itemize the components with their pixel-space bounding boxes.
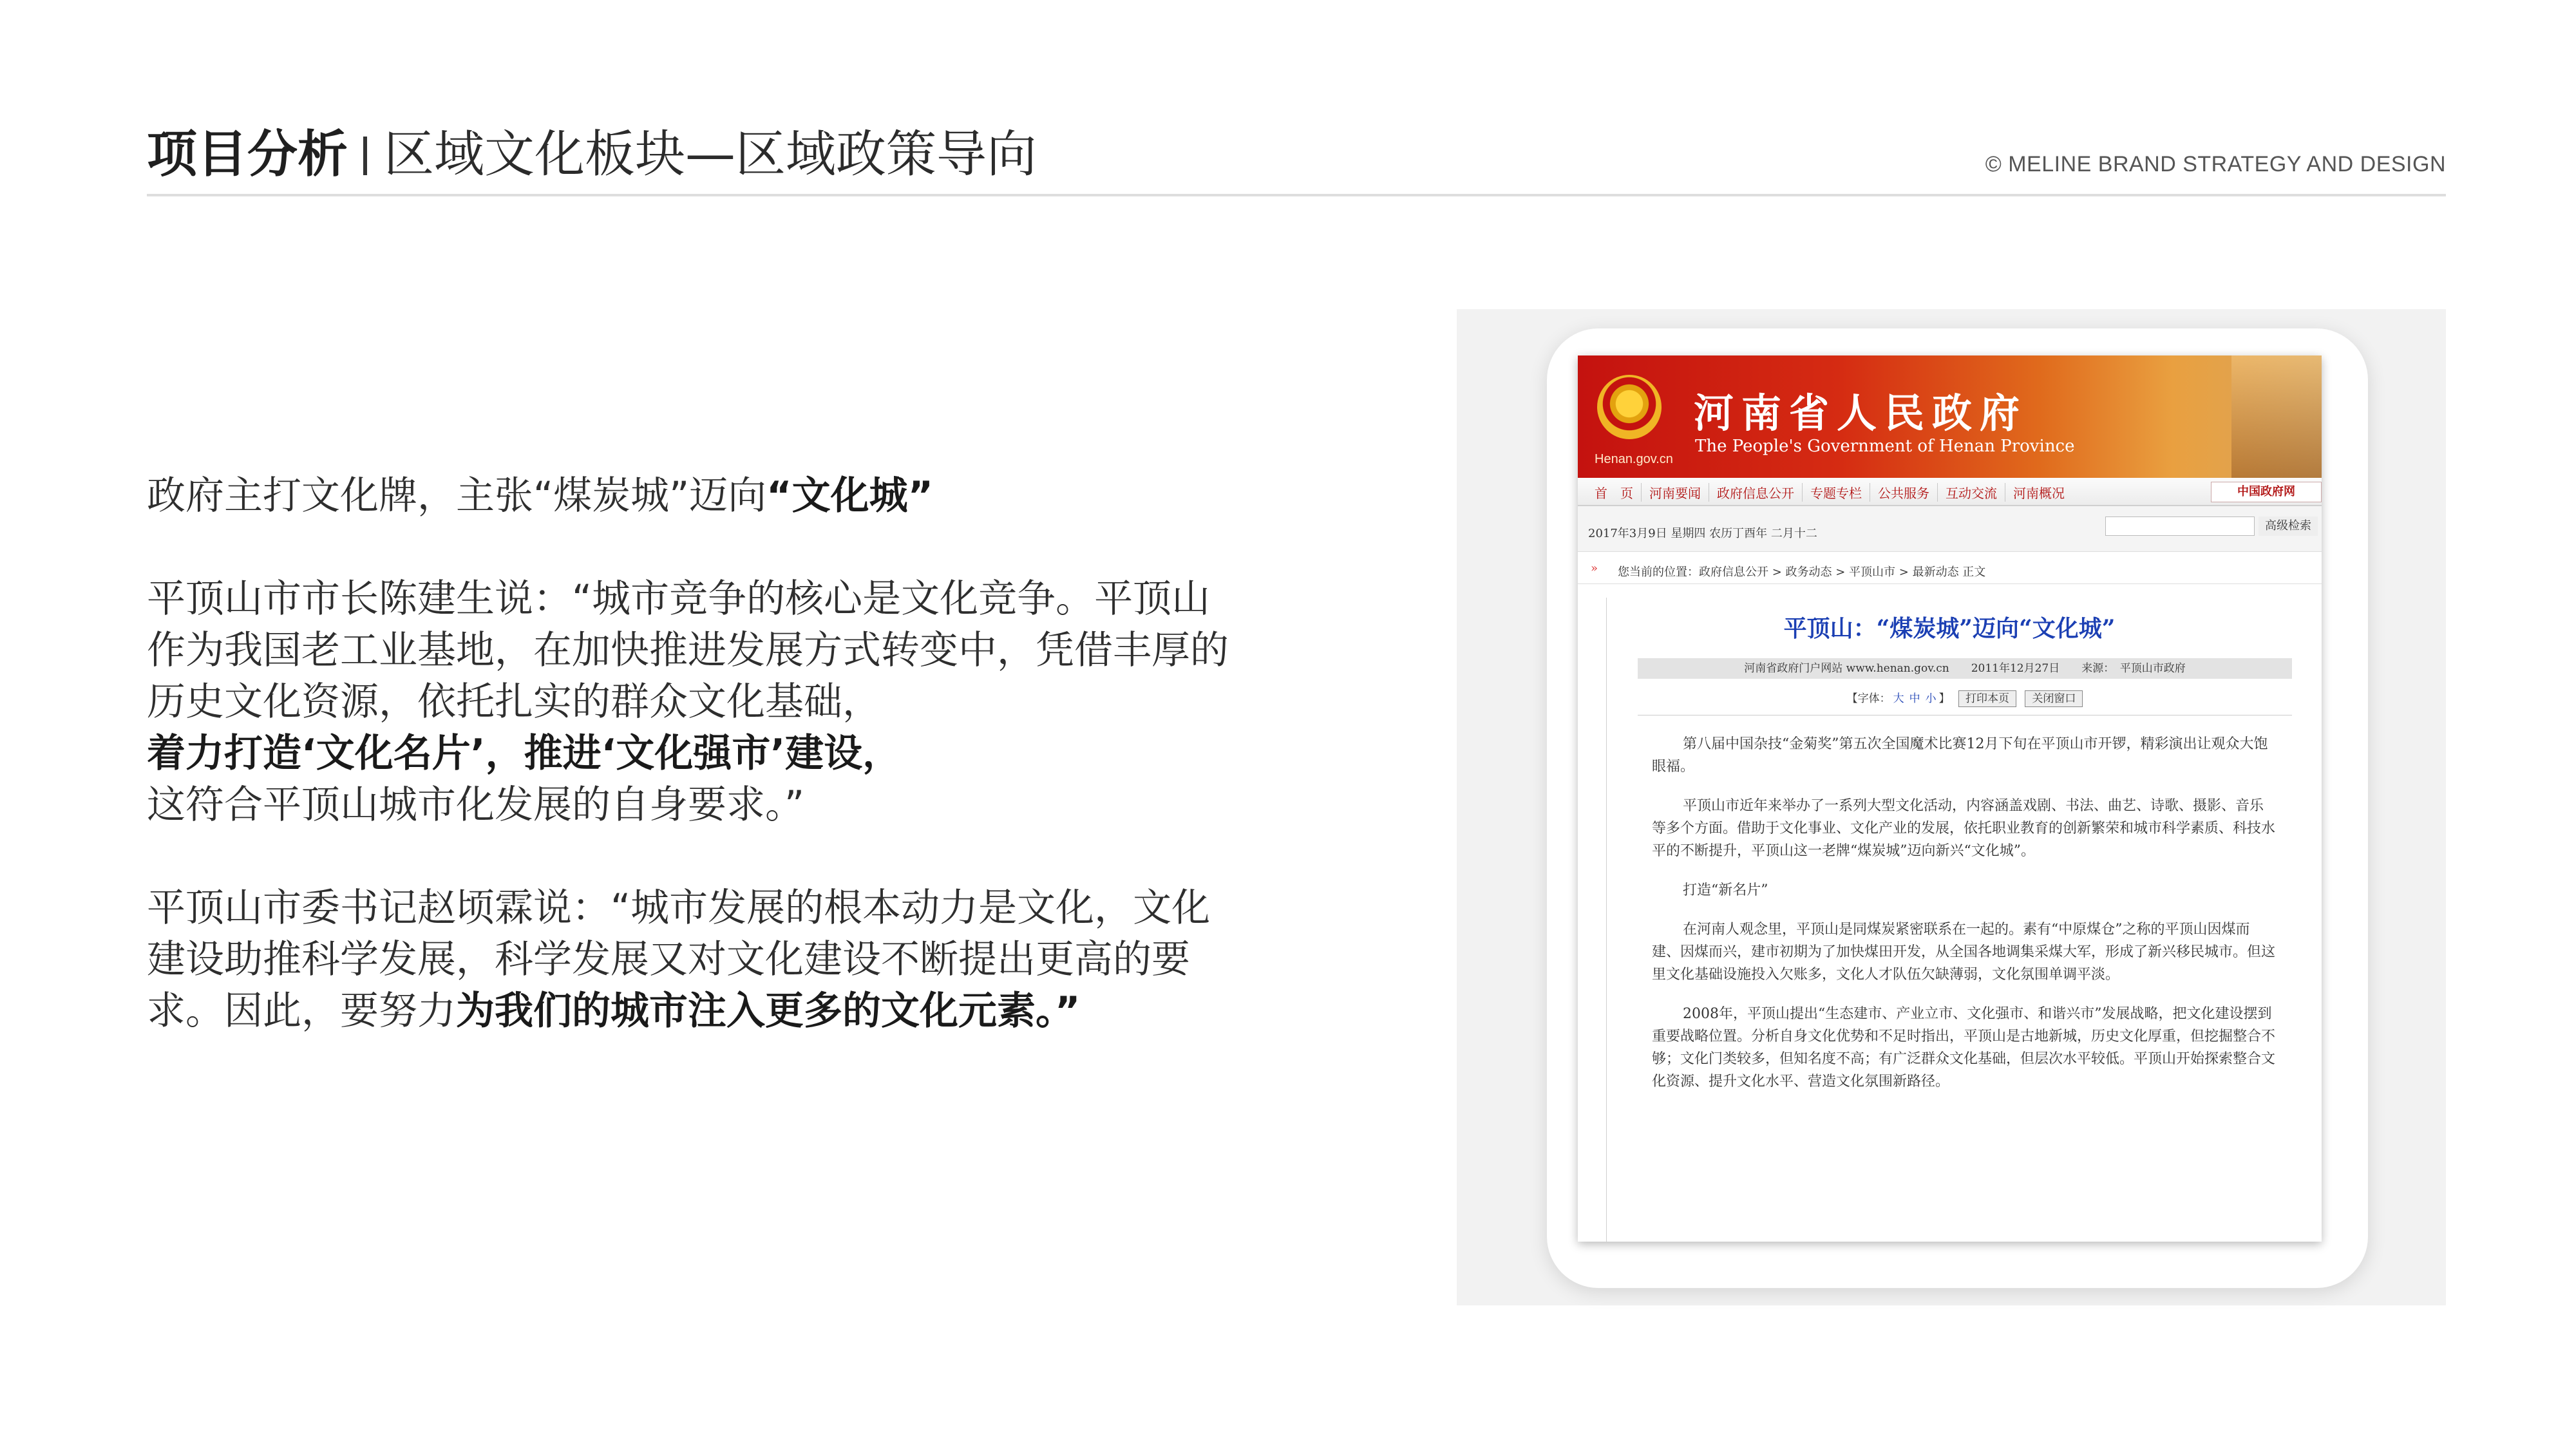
article-body <box>1652 733 2277 1110</box>
nav-item-info[interactable]: 政府信息公开 <box>1709 483 1803 502</box>
article-tools <box>1638 688 2292 710</box>
paragraph-3 <box>147 882 1280 1037</box>
paragraph-gap <box>147 831 1280 882</box>
gov-cn-link[interactable]: 中国政府网 <box>2211 482 2322 502</box>
site-name-cn: 河南省人民政府 <box>1694 390 2028 437</box>
title-bold: 项目分析 <box>147 126 348 184</box>
p3-line-2: 建设助推科学发展，科学发展又对文化建设不断提出更高的要 <box>147 937 1190 982</box>
article-subheading: 打造“新名片” <box>1683 882 1768 898</box>
breadcrumb <box>1578 555 2322 584</box>
page-title <box>147 122 1037 187</box>
paragraph-1 <box>147 470 1280 522</box>
screenshot-card <box>1547 328 2368 1288</box>
advanced-search-button[interactable]: 高级检索 <box>2259 516 2318 536</box>
font-size-large[interactable]: 大 <box>1893 692 1904 705</box>
title-subtitle: 区域文化板块—区域政策导向 <box>384 126 1037 184</box>
copyright-text: © MELINE BRAND STRATEGY AND DESIGN <box>1985 152 2446 176</box>
nav-item-topics[interactable]: 专题专栏 <box>1803 483 1870 502</box>
title-separator <box>363 137 367 175</box>
nav-item-home[interactable]: 首 页 <box>1587 483 1642 502</box>
print-button[interactable]: 打印本页 <box>1958 690 2016 707</box>
p2-line-1: 平顶山市市长陈建生说：“城市竞争的核心是文化竞争。平顶山 <box>147 576 1211 621</box>
nav-item-services[interactable]: 公共服务 <box>1870 483 1938 502</box>
double-arrow-icon: » <box>1591 562 1598 575</box>
breadcrumb-text: 您当前的位置：政府信息公开 > 政务动态 > 平顶山市 > 最新动态 正文 <box>1618 565 1986 579</box>
article-paragraph: 平顶山市近年来举办了一系列大型文化活动，内容涵盖戏剧、书法、曲艺、诗歌、摄影、音乐等多个方面。借助于文化事业、文化产业的发展，依托职业教育的创新繁荣和城市科学素质、科技水平的不断提升，平顶山这一老牌“煤炭城”迈向新兴“文化城”。 <box>1652 798 2276 859</box>
p3-bold: 为我们的城市注入更多的文化元素。” <box>456 989 1081 1034</box>
font-size-medium[interactable]: 中 <box>1909 692 1920 705</box>
date-text: 2017年3月9日 星期四 农历丁酉年 二月十二 <box>1588 527 1817 540</box>
screenshot-panel <box>1457 309 2446 1305</box>
site-nav <box>1578 478 2322 506</box>
paragraph-2 <box>147 573 1280 831</box>
body-text <box>147 470 1280 1037</box>
nav-item-interaction[interactable]: 互动交流 <box>1938 483 2005 502</box>
p1-text: 政府主打文化牌，主张“煤炭城”迈向 <box>147 473 767 518</box>
page-header <box>147 122 2446 194</box>
national-emblem-icon <box>1597 375 1662 439</box>
nav-items <box>1587 483 2072 502</box>
article <box>1606 598 2322 1242</box>
article-paragraph: 2008年，平顶山提出“生态建市、产业立市、文化强市、和谐兴市”发展战略，把文化建设摆到重要战略位置。分析自身文化优势和不足时指出，平顶山是古地新城，历史文化厚重，但挖掘整合不够；文化门类较多，但知名度不高；有广泛群众文化基础，但层次水平较低。平顶山开始探索整合文化资源、提升文化水平、营造文化氛围新路径。 <box>1652 1006 2276 1090</box>
webpage-screenshot <box>1578 355 2322 1242</box>
search-input[interactable] <box>2105 516 2255 536</box>
font-size-label: 【字体： <box>1846 692 1891 705</box>
article-meta: 河南省政府门户网站 www.henan.gov.cn 2011年12月27日 来源： 平顶山市政府 <box>1638 658 2292 679</box>
article-title: 平顶山：“煤炭城”迈向“文化城” <box>1783 615 2116 642</box>
p3-line-1: 平顶山市委书记赵顷霖说：“城市发展的根本动力是文化，文化 <box>147 886 1211 931</box>
article-paragraph: 第八届中国杂技“金菊奖”第五次全国魔术比赛12月下旬在平顶山市开锣，精彩演出让观众大饱眼福。 <box>1652 736 2268 775</box>
p2-bold: 着力打造‘文化名片’，推进‘文化强市’建设， <box>147 731 902 776</box>
site-banner <box>1578 355 2322 478</box>
p2-line-2: 作为我国老工业基地，在加快推进发展方式转变中，凭借丰厚的 <box>147 628 1229 673</box>
nav-item-news[interactable]: 河南要闻 <box>1642 483 1709 502</box>
p3-line-3: 求。因此，要努力 <box>147 989 456 1034</box>
site-name-en: The People's Government of Henan Province <box>1695 437 2075 456</box>
date-bar <box>1578 506 2322 552</box>
nav-item-overview[interactable]: 河南概况 <box>2013 486 2065 501</box>
font-size-label-end: 】 <box>1938 692 1950 705</box>
paragraph-gap <box>147 522 1280 573</box>
p2-line-3: 历史文化资源，依托扎实的群众文化基础， <box>147 679 881 724</box>
close-window-button[interactable]: 关闭窗口 <box>2025 690 2083 707</box>
font-size-small[interactable]: 小 <box>1925 692 1937 705</box>
site-domain: Henan.gov.cn <box>1595 452 1673 466</box>
p2-line-5: 这符合平顶山城市化发展的自身要求。” <box>147 782 805 828</box>
p1-bold: “文化城” <box>766 473 934 518</box>
article-paragraph: 在河南人观念里，平顶山是同煤炭紧密联系在一起的。素有“中原煤仓”之称的平顶山因煤而建、因煤而兴，建市初期为了加快煤田开发，从全国各地调集采煤大军，形成了新兴移民城市。但这里文化基础设施投入欠账多，文化人才队伍欠缺薄弱，文化氛围单调平淡。 <box>1652 922 2276 983</box>
header-divider <box>147 194 2446 196</box>
